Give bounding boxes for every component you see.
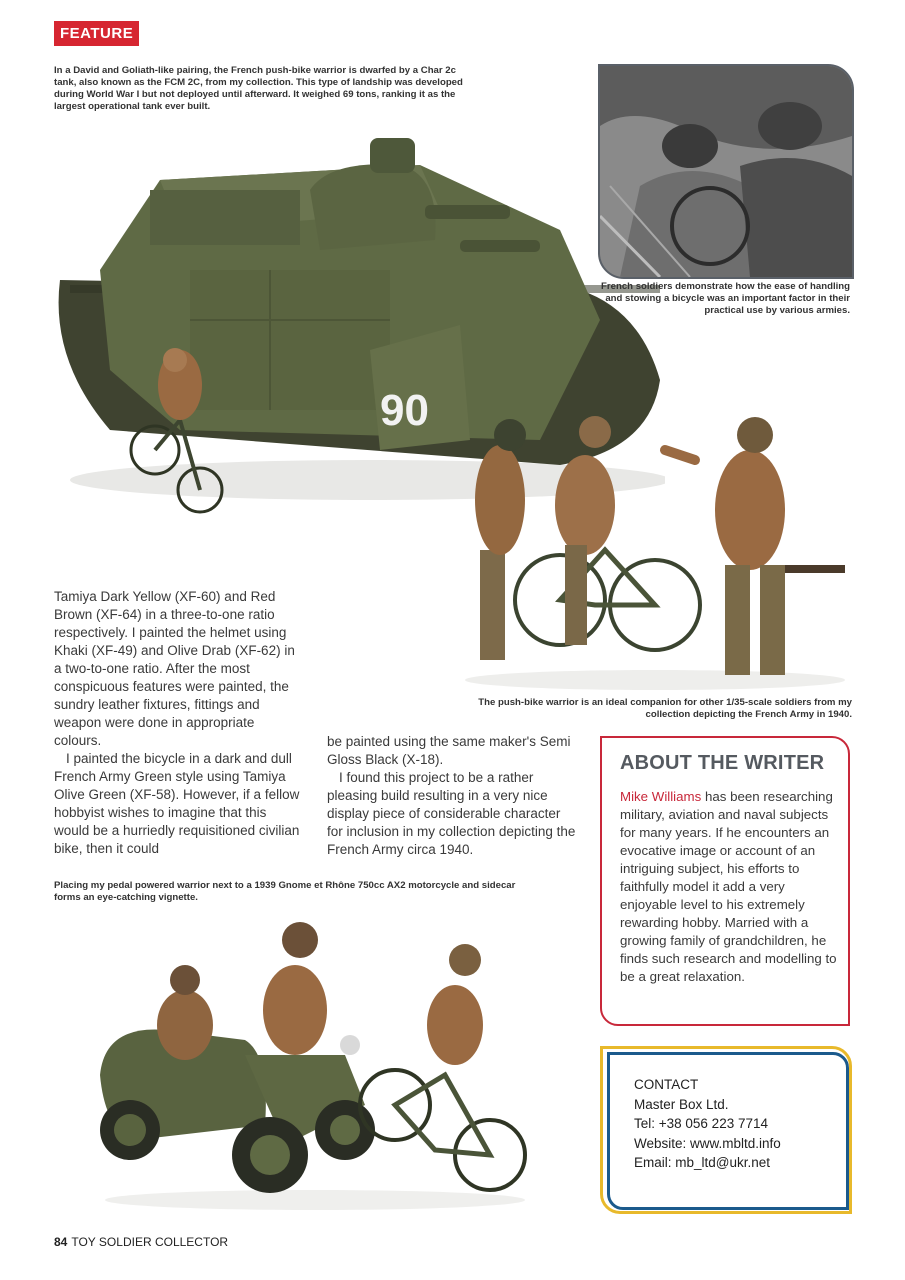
tank-caption: In a David and Goliath-like pairing, the French push-bike warrior is dwarfed by a Char 2c tank, also known as the FCM 2C, from my collection. This type of landship was developed during World War I but not deployed until afterward. It weighed 69 tons, ranking it as the largest operational tank ever built. [54,65,463,112]
contact-telephone: Tel: +38 056 223 7714 [634,1116,768,1131]
body-paragraph: be painted using the same maker's Semi Gloss Black (X-18). [327,734,571,767]
about-writer-title: ABOUT THE WRITER [620,752,825,774]
contact-inner-panel [607,1052,849,1210]
pushbike-caption: The push-bike warrior is an ideal companion for other 1/35-scale soldiers from my collection depicting the French Army in 1940. [478,697,852,720]
contact-company: Master Box Ltd. [634,1096,729,1112]
motorcycle-caption: Placing my pedal powered warrior next to a 1939 Gnome et Rhône 750cc AX2 motorcycle and sidecar forms an eye-catching vignette. [54,880,516,903]
contact-details [634,1075,781,1173]
contact-box [600,1046,852,1214]
page-footer [54,1235,228,1249]
writer-bio: has been researching military, aviation and naval subjects for many years. If he encounters an evocative image or account of an intriguing subject, his efforts to faithfully model it add a very enjoyable level to his extremely rewarding hobby. Married with a growing family of grandchildren, he finds such research and modelling to be a great relaxation. [620,789,837,984]
body-paragraph: I painted the bicycle in a dark and dull French Army Green style using Tamiya Olive Green (XF-58). However, if a fellow hobbyist wishes to imagine that this would be a hurriedly requisitioned civilian bike, then it could [54,751,300,856]
about-writer-text [620,788,842,986]
contact-website: Website: www.mbltd.info [634,1135,781,1151]
about-writer-box [600,736,850,1026]
historical-photo-image [600,66,852,277]
body-column-1 [54,588,304,858]
page-number: 84 [54,1235,68,1249]
magazine-name: TOY SOLDIER COLLECTOR [71,1235,229,1249]
body-column-2 [327,733,577,859]
motorcycle-vignette-photo [95,905,535,1215]
tank-number: 90 [380,386,429,435]
contact-email: Email: mb_ltd@ukr.net [634,1155,771,1170]
soldiers-photo-caption: French soldiers demonstrate how the ease of handling and stowing a bicycle was an important factor in their practical use by various armies. [601,281,850,316]
body-paragraph: I found this project to be a rather pleasing build resulting in a very nice display piece of considerable character for inclusion in my collection depicting the French Army circa 1940. [327,770,576,857]
body-paragraph: Tamiya Dark Yellow (XF-60) and Red Brown (XF-64) in a three-to-one ratio respectively. I painted the helmet using Khaki (XF-49) and Olive Drab (XF-62) in a two-to-one ratio. After the most conspicuous features were painted, the sundry leather fixtures, fittings and weapon were done in appropriate colours. [54,589,295,748]
historical-soldiers-photo [598,64,854,279]
writer-name: Mike Williams [620,789,702,804]
soldiers-with-bicycle-photo [455,390,865,695]
contact-heading: CONTACT [634,1077,699,1092]
section-tag: FEATURE [54,21,139,46]
